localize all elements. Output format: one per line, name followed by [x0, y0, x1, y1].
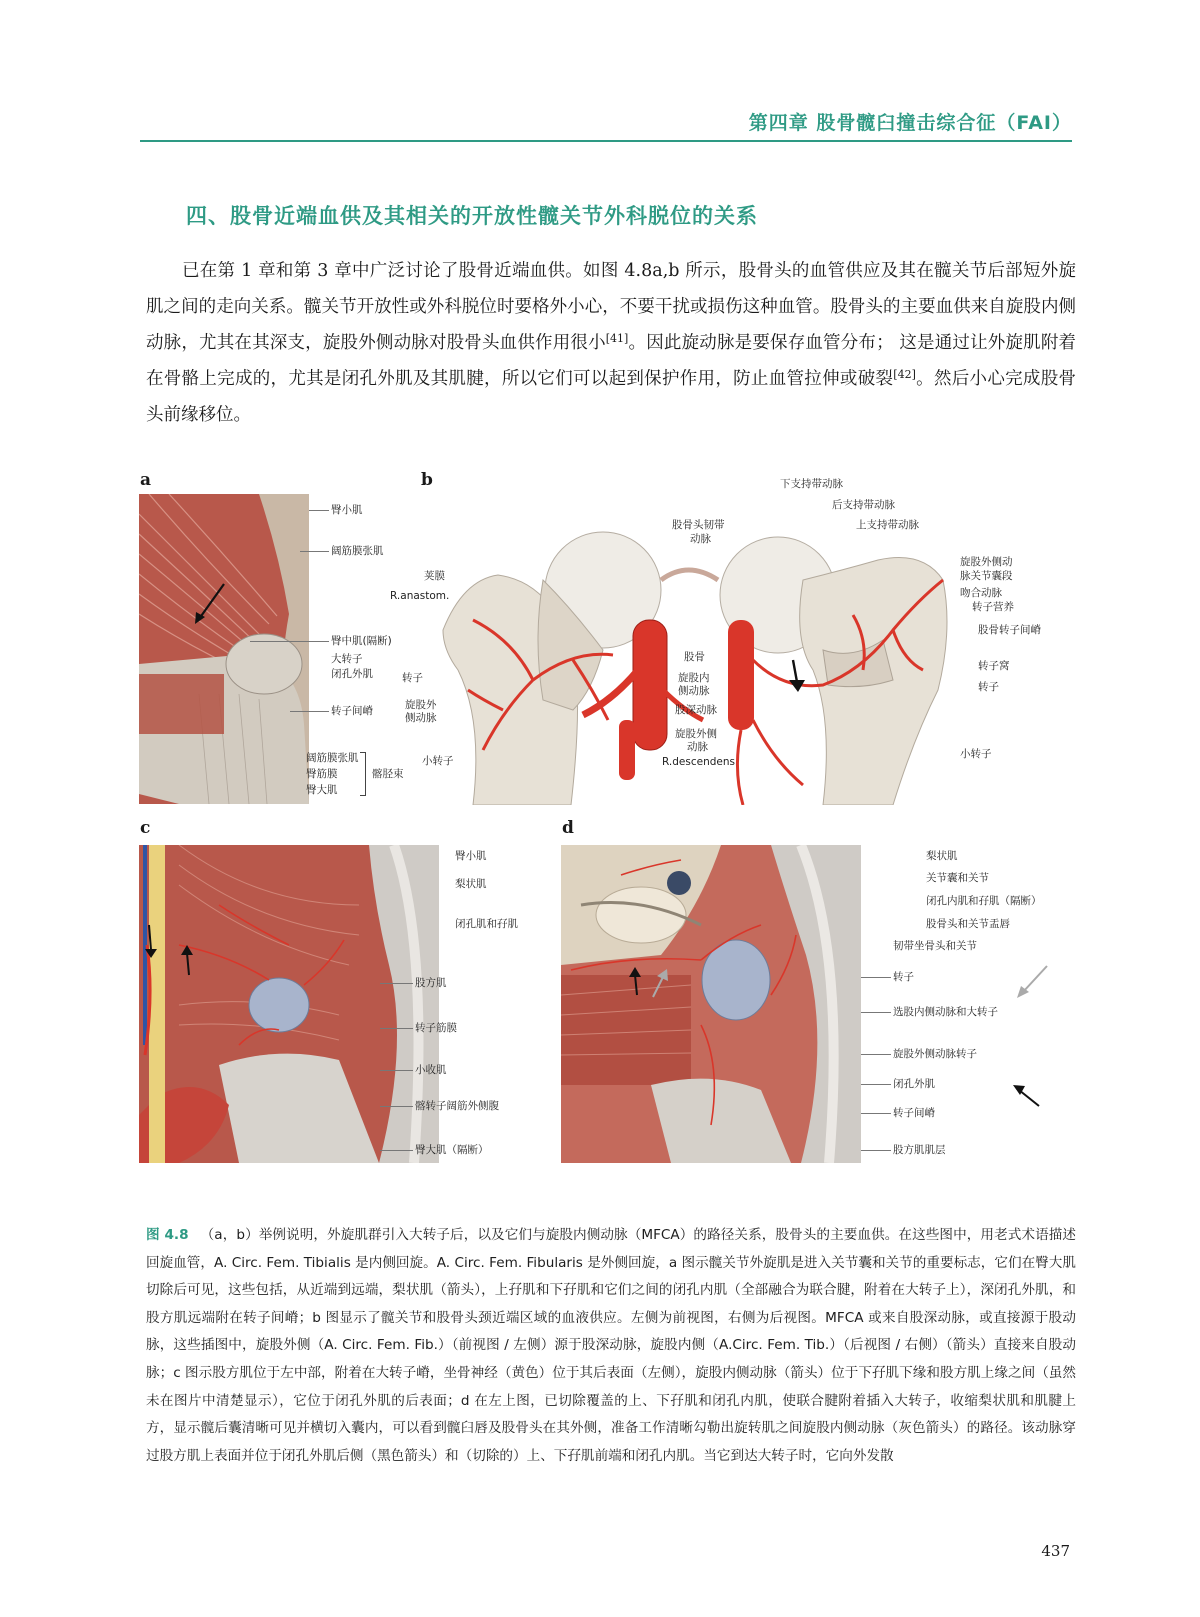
- label-c-gluteus-maximus-cut: 臀大肌（隔断）: [415, 1144, 489, 1156]
- label-b-r-descendens: R.descendens: [662, 756, 735, 768]
- leader-line: [290, 711, 329, 712]
- label-a-tensor-fasciae-2: 阔筋膜张肌: [306, 752, 359, 764]
- hip-muscle-illustration: [139, 494, 309, 804]
- leader-line: [380, 1106, 413, 1107]
- caption-text: （a，b）举例说明，外旋肌群引入大转子后，以及它们与旋股内侧动脉（MFCA）的路径关系，股骨头的主要血供。在这些图中，用老式术语描述回旋血管，A. Circ. Fem. Tibialis 是内侧回旋。A. Circ. Fem. Fibularis 是外侧回旋，a 图示髋关节外旋肌是进入关节囊和关节的重要标志，它们在臀大肌切除后可见，这些包括，从近端到远端，梨状肌（箭头），上孖肌和下孖肌和它们之间的闭孔内肌（全部融合为联合腱，附着在大转子上），深闭孔外肌，和股方肌远端附在转子间嵴；b 图显示了髋关节和股骨头颈近端区域的血液供应。左侧为前视图，右侧为后视图。MFCA 或来自股深动脉，或直接源于股动脉，这些插图中，旋股外侧（A. Circ. Fem. Fib.）（前视图 / 左侧）源于股深动脉，旋股内侧（A.Circ. Fem. Tib.）（后视图 / 右侧）（箭头）直接来自股动脉；c 图示股方肌位于左中部，附着在大转子嵴，坐骨神经（黄色）位于其后表面（左侧），旋股内侧动脉（箭头）位于下孖肌下缘和股方肌上缘之间（虽然未在图片中清楚显示），它位于闭孔外肌的后表面；d 在左上图，已切除覆盖的上、下孖肌和闭孔内肌，使联合腱附着插入大转子，收缩梨状肌和肌腱上方，显示髋后囊清晰可见并横切入囊内，可以看到髋臼唇及股骨头在其外侧，准备工作清晰勾勒出旋转肌之间旋股内侧动脉（灰色箭头）的路径。该动脉穿过股方肌上表面并位于闭孔外肌后侧（黑色箭头）和（切除的）上、下孖肌前端和闭孔内肌。当它到达大转子时，它向外发散: [146, 1227, 1076, 1464]
- leader-line: [380, 1150, 413, 1151]
- label-a-tensor-fasciae: 阔筋膜张肌: [331, 545, 384, 557]
- label-b-lesser-trochanter-right: 小转子: [960, 748, 992, 760]
- header-rule: [140, 140, 1072, 142]
- chapter-title: 第四章 股骨髋臼撞击综合征（FAI）: [748, 112, 1072, 134]
- label-a-gluteus-maximus: 臀大肌: [306, 784, 338, 796]
- label-b-trochanter: 转子: [402, 672, 423, 684]
- label-a-obturator-externus: 闭孔外肌: [331, 668, 373, 680]
- figure-number: 图 4.8: [146, 1227, 189, 1243]
- label-b-medial-circumflex-2: 侧动脉: [678, 685, 710, 697]
- leader-line: [380, 983, 413, 984]
- label-a-greater-trochanter: 大转子: [331, 653, 363, 665]
- label-b-lesser-trochanter-left: 小转子: [422, 755, 454, 767]
- label-b-capsule: 荚膜: [424, 570, 445, 582]
- label-a-gluteal-fascia: 臀筋膜: [306, 768, 338, 780]
- label-c-gluteus-minimus: 臀小肌: [455, 850, 487, 862]
- leader-line: [380, 1070, 413, 1071]
- label-c-iliotrochanteric-band: 髂转子阔筋外侧腹: [415, 1100, 499, 1112]
- label-a-gluteus-minimus: 臀小肌: [331, 504, 363, 516]
- label-b-anastomotic-artery: 吻合动脉: [960, 587, 1002, 599]
- label-c-obturator-gemelli: 闭孔肌和孖肌: [455, 918, 518, 930]
- label-d-lateral-circumflex-trochanter: 旋股外侧动脉转子: [893, 1048, 977, 1060]
- label-b-medial-circumflex-1: 旋股内: [678, 672, 710, 684]
- label-b-trochanter-nutrient: 转子营养: [972, 601, 1014, 613]
- body-text-part-3: 。然后小心完成股骨头前缘移位。: [146, 369, 1077, 425]
- bracket: [360, 752, 366, 796]
- reference-42[interactable]: [42]: [893, 368, 916, 381]
- body-text-part-2: 。因此旋动脉是要保存血管分布； 这是通过让外旋肌附着在骨骼上完成的，尤其是闭孔外肌及其肌腱，所以它们可以起到保护作用，防止血管拉伸或破裂: [146, 333, 1077, 389]
- panel-c-illustration: [139, 845, 439, 1163]
- leader-line: [861, 1084, 891, 1085]
- panel-c-letter: c: [140, 818, 151, 838]
- label-a-intertrochanteric-crest: 转子间嵴: [331, 705, 373, 717]
- body-text: [146, 253, 1076, 433]
- label-b-trochanter-right: 转子: [978, 681, 999, 693]
- label-b-lateral-circumflex-center-2: 动脉: [687, 741, 708, 753]
- label-b-lateral-circumflex-center-1: 旋股外侧: [675, 728, 717, 740]
- label-d-obturator-externus: 闭孔外肌: [893, 1078, 935, 1090]
- label-b-lateral-circumflex-2: 侧动脉: [405, 712, 437, 724]
- label-b-ligament-artery: 动脉: [690, 533, 711, 545]
- reference-41[interactable]: [41]: [605, 332, 629, 345]
- label-d-piriformis: 梨状肌: [926, 850, 958, 862]
- label-b-trochanteric-fossa: 转子窝: [978, 660, 1010, 672]
- label-b-lateral-circumflex-capsular-2: 脉关节囊段: [960, 570, 1013, 582]
- leader-line: [861, 977, 891, 978]
- leader-line: [861, 1012, 891, 1013]
- body-paragraph: [146, 253, 1076, 433]
- label-b-intertrochanteric-crest: 股骨转子间嵴: [978, 624, 1041, 636]
- label-d-femoral-head-labrum: 股骨头和关节盂唇: [926, 918, 1010, 930]
- label-c-trochanteric-fascia: 转子筋膜: [415, 1022, 457, 1034]
- panel-d-letter: d: [562, 818, 574, 838]
- label-b-femoral: 股骨: [684, 651, 705, 663]
- leader-line: [861, 1150, 891, 1151]
- panel-a-letter: a: [140, 470, 152, 490]
- body-text-part-1: 已在第 1 章和第 3 章中广泛讨论了股骨近端血供。如图 4.8a,b 所示，股骨头的血管供应及其在髋关节后部短外旋肌之间的走向关系。髋关节开放性或外科脱位时要格外小心，不要干扰或损伤这种血管。股骨头的主要血供来自旋股内侧动脉，尤其在其深支，旋股外侧动脉对股骨头血供作用很小: [146, 261, 1076, 353]
- running-header: [0, 100, 1200, 146]
- label-b-deep-femoral: 股深动脉: [675, 704, 717, 716]
- panel-a-illustration: [139, 494, 309, 804]
- panel-b-letter: b: [421, 470, 433, 490]
- label-b-lateral-circumflex-1: 旋股外: [405, 699, 437, 711]
- label-a-gluteus-medius: 臀中肌(隔断): [331, 635, 392, 647]
- label-c-piriformis: 梨状肌: [455, 878, 487, 890]
- label-d-obturator-internus-cut: 闭孔内肌和孖肌（隔断）: [926, 895, 1042, 907]
- leader-line: [380, 1028, 413, 1029]
- leader-line: [250, 641, 329, 642]
- label-c-adductor-minimus: 小收肌: [415, 1064, 447, 1076]
- quadratus-femoris-illustration: [139, 845, 439, 1163]
- label-b-r-anastom: R.anastom.: [390, 590, 450, 602]
- label-d-capsule-joint: 关节囊和关节: [926, 872, 989, 884]
- label-d-quadratus-layer: 股方肌肌层: [893, 1144, 946, 1156]
- label-b-superior-retinacular-artery: 上支持带动脉: [856, 519, 919, 531]
- label-d-trochanter: 转子: [893, 971, 914, 983]
- leader-line: [861, 1054, 891, 1055]
- legend-arrows: [1005, 962, 1055, 1112]
- posterior-hip-dissection-illustration: [561, 845, 861, 1163]
- label-b-posterior-retinacular-artery: 后支持带动脉: [832, 499, 895, 511]
- page-number: 437: [1041, 1542, 1070, 1560]
- leader-line: [309, 510, 329, 511]
- label-d-intertrochanteric-crest: 转子间嵴: [893, 1107, 935, 1119]
- label-a-iliotibial-tract: 髂胫束: [372, 768, 404, 780]
- label-b-lateral-circumflex-capsular-1: 旋股外侧动: [960, 556, 1013, 568]
- label-b-inferior-retinacular-artery: 下支持带动脉: [780, 478, 843, 490]
- section-title: 四、股骨近端血供及其相关的开放性髋关节外科脱位的关系: [186, 204, 758, 228]
- leader-line: [861, 1113, 891, 1114]
- panel-d-illustration: [561, 845, 861, 1163]
- label-d-medial-circumflex-greater-trochanter: 选股内侧动脉和大转子: [893, 1006, 998, 1018]
- figure-caption: [146, 1222, 1076, 1470]
- leader-line: [300, 551, 329, 552]
- label-b-ligament-head: 股骨头韧带: [672, 519, 725, 531]
- label-c-quadratus-femoris: 股方肌: [415, 977, 447, 989]
- label-d-ischial-ligament: 韧带坐骨头和关节: [893, 940, 977, 952]
